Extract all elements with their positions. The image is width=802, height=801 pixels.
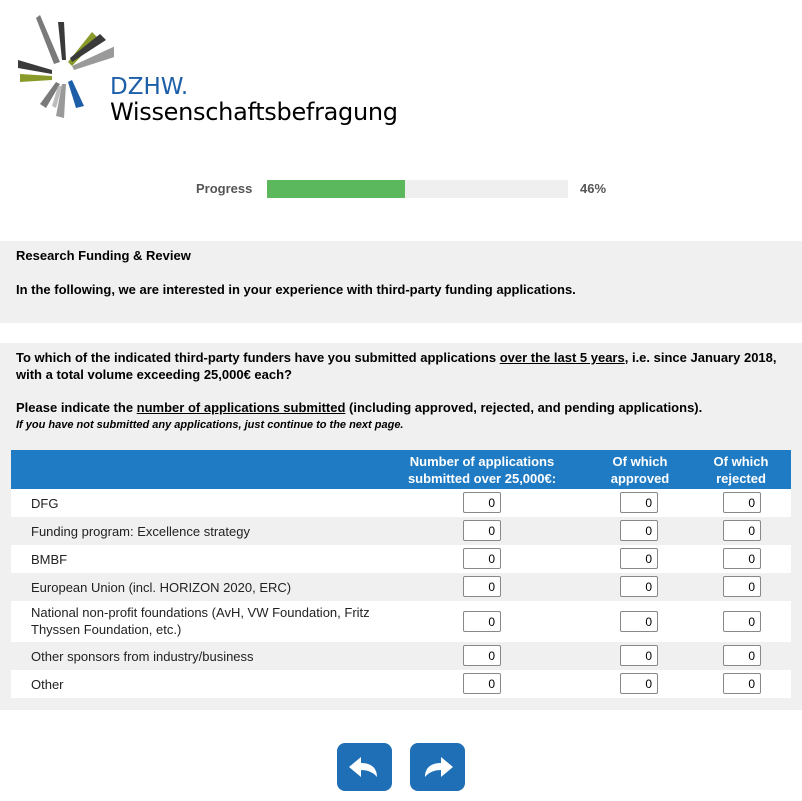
row-label: National non-profit foundations (AvH, VW Foundation, Fritz Thyssen Foundation, etc.)	[31, 605, 370, 637]
column-header-approved: Of which approved	[610, 454, 670, 486]
funding-grid	[11, 450, 791, 698]
approved-input[interactable]	[620, 673, 658, 694]
progress-bar-fill	[267, 180, 405, 198]
question-instruction	[16, 400, 702, 415]
approved-input[interactable]	[620, 576, 658, 597]
row-label: Other	[31, 677, 64, 692]
section-intro	[0, 241, 802, 323]
row-label: Other sponsors from industry/business	[31, 649, 254, 664]
submitted-input[interactable]	[463, 492, 501, 513]
progress-label: Progress	[196, 181, 253, 196]
back-button[interactable]	[337, 743, 392, 791]
submitted-input[interactable]	[463, 673, 501, 694]
row-label: BMBF	[31, 552, 68, 567]
question-block	[0, 343, 802, 710]
grid-row-national-foundations	[11, 601, 791, 642]
logo-title: Wissenschaftsbefragung	[110, 98, 398, 126]
row-label: European Union (incl. HORIZON 2020, ERC)	[31, 580, 292, 595]
grid-row-industry-sponsors	[11, 642, 791, 670]
rejected-input[interactable]	[723, 548, 761, 569]
approved-input[interactable]	[620, 520, 658, 541]
submitted-input[interactable]	[463, 576, 501, 597]
progress-percent: 46%	[580, 181, 607, 196]
instruction-part: Please indicate the	[16, 400, 137, 415]
question-text-part: , i.e. since January 2018, with a total volume exceeding 25,000€ each?	[16, 350, 777, 382]
rejected-input[interactable]	[723, 492, 761, 513]
submitted-input[interactable]	[463, 520, 501, 541]
progress-section	[0, 179, 802, 199]
rejected-input[interactable]	[723, 645, 761, 666]
grid-row-other	[11, 670, 791, 698]
row-label: Funding program: Excellence strategy	[31, 524, 250, 539]
next-button[interactable]	[410, 743, 465, 791]
instruction-emphasis: number of applications submitted	[136, 400, 346, 415]
grid-row-european-union	[11, 573, 791, 601]
question-text-part: To which of the indicated third-party funders have you submitted applications	[16, 350, 500, 365]
instruction-part: (including approved, rejected, and pending applications).	[345, 400, 703, 415]
undo-arrow-icon	[337, 743, 392, 791]
dzhw-logo	[14, 12, 398, 126]
rejected-input[interactable]	[723, 673, 761, 694]
approved-input[interactable]	[620, 611, 658, 632]
section-title: Research Funding & Review	[16, 248, 191, 263]
approved-input[interactable]	[620, 492, 658, 513]
grid-row-dfg	[11, 489, 791, 517]
submitted-input[interactable]	[463, 645, 501, 666]
column-header-rejected: Of which rejected	[713, 454, 769, 486]
progress-bar	[267, 180, 568, 198]
submitted-input[interactable]	[463, 548, 501, 569]
redo-arrow-icon	[410, 743, 465, 791]
row-label: DFG	[31, 496, 59, 511]
grid-header	[11, 450, 791, 489]
logo-abbreviation: DZHW.	[110, 74, 189, 100]
rejected-input[interactable]	[723, 611, 761, 632]
grid-row-excellence-strategy	[11, 517, 791, 545]
approved-input[interactable]	[620, 645, 658, 666]
question-text-emphasis: over the last 5 years	[499, 350, 625, 365]
approved-input[interactable]	[620, 548, 658, 569]
dzhw-burst-icon	[14, 12, 114, 122]
grid-row-bmbf	[11, 545, 791, 573]
submitted-input[interactable]	[463, 611, 501, 632]
rejected-input[interactable]	[723, 520, 761, 541]
question-note: If you have not submitted any applications, just continue to the next page.	[16, 419, 404, 431]
column-header-submitted: Number of applications submitted over 25,000€:	[407, 454, 557, 486]
rejected-input[interactable]	[723, 576, 761, 597]
question-text	[16, 349, 802, 383]
section-description: In the following, we are interested in your experience with third-party funding applications.	[16, 282, 576, 297]
